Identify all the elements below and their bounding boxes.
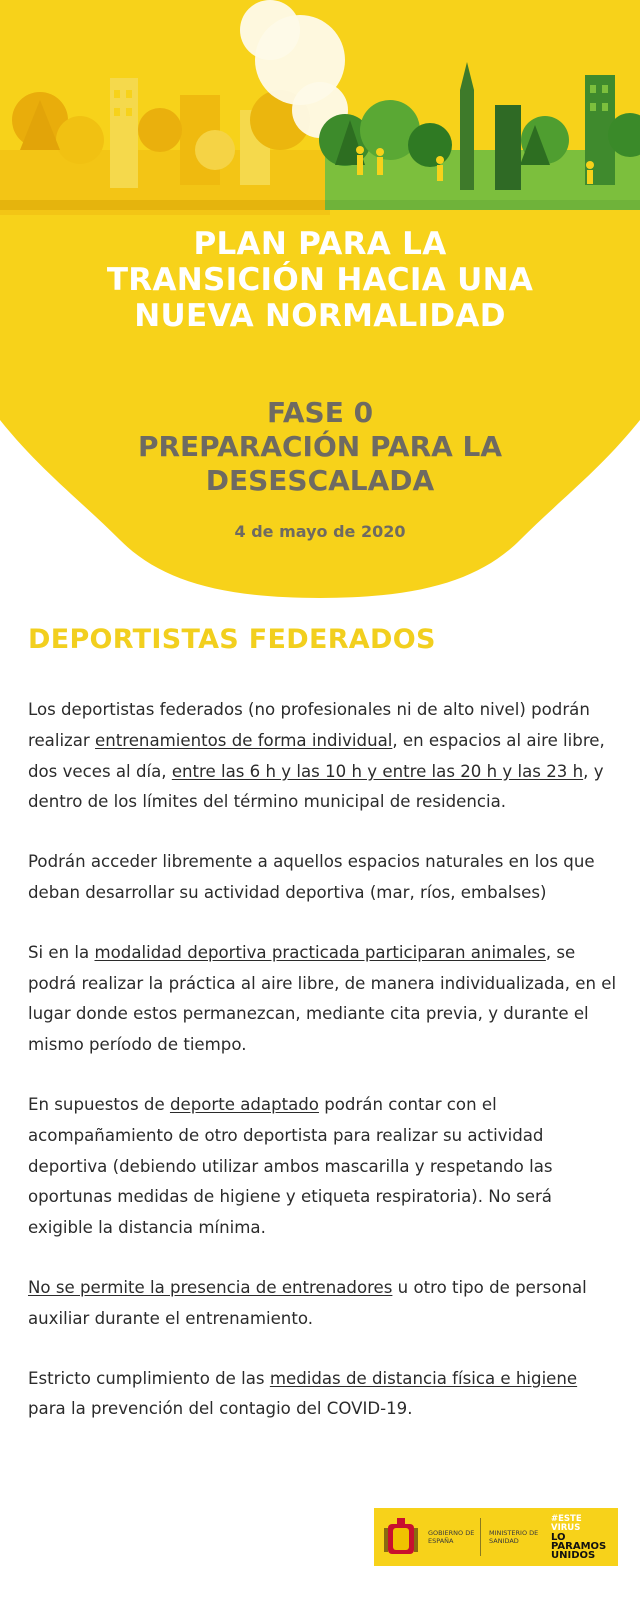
title-line: NUEVA NORMALIDAD xyxy=(134,298,506,334)
slogan-line: PARAMOS xyxy=(551,1540,607,1552)
text-run: Podrán acceder libremente a aquellos espacios naturales en los que deban desarrollar su actividad deportiva (mar, ríos, embalses) xyxy=(28,852,595,902)
hashtag-line: VIRUS xyxy=(551,1522,581,1533)
underlined-text: modalidad deportiva practicada participaran animales xyxy=(94,942,546,962)
header-banner xyxy=(0,0,640,600)
paragraph xyxy=(28,847,618,909)
phase-line: DESESCALADA xyxy=(205,464,435,497)
text-run: u otro tipo de personal auxiliar durante el entrenamiento. xyxy=(28,1277,587,1328)
text-run: , en espacios al aire libre, dos veces al día, xyxy=(28,730,605,781)
title-line: PLAN PARA LA xyxy=(193,226,447,262)
content-body xyxy=(28,695,618,1454)
ministerio-label: MINISTERIO DE SANIDAD xyxy=(489,1529,539,1545)
text-run: Si en la xyxy=(28,942,95,962)
phase-heading xyxy=(0,396,640,498)
text-run: , se podrá realizar la práctica al aire libre, de manera individualizada, en el lugar donde estos permanezcan, mediante cita previa, y durante el mismo período de tiempo. xyxy=(28,942,617,1055)
title-line: TRANSICIÓN HACIA UNA xyxy=(106,262,534,298)
section-title: DEPORTISTAS FEDERADOS xyxy=(28,624,436,655)
text-run: Estricto cumplimiento de las xyxy=(28,1368,270,1388)
text-run: podrán contar con el acompañamiento de otro deportista para realizar su actividad deportiva (debiendo utilizar ambos mascarilla y respetando las oportunas medidas de higiene y etiqueta respiratoria). No será exigible la distancia mínima. xyxy=(28,1094,553,1238)
divider xyxy=(480,1518,481,1556)
paragraph xyxy=(28,1090,618,1244)
gobierno-label: GOBIERNO DE ESPAÑA xyxy=(428,1529,475,1545)
coat-of-arms-icon xyxy=(382,1514,420,1560)
paragraph xyxy=(28,938,618,1061)
campaign-slogan xyxy=(551,1515,606,1560)
publication-date: 4 de mayo de 2020 xyxy=(234,522,406,541)
text-run: , y dentro de los límites del término municipal de residencia. xyxy=(28,761,604,812)
phase-line: FASE 0 xyxy=(266,396,374,429)
footer-logos xyxy=(374,1508,618,1566)
paragraph xyxy=(28,695,618,818)
paragraph xyxy=(28,1364,618,1426)
paragraph xyxy=(28,1273,618,1335)
slogan-line: UNIDOS xyxy=(551,1549,596,1561)
text-run: Los deportistas federados (no profesionales ni de alto nivel) podrán realizar xyxy=(28,700,590,750)
phase-line: PREPARACIÓN PARA LA xyxy=(137,430,503,463)
text-run: para la prevención del contagio del COVID-19. xyxy=(28,1399,413,1419)
underlined-text: No se permite la presencia de entrenadores xyxy=(28,1277,393,1297)
hashtag-line: #ESTE xyxy=(551,1513,582,1524)
underlined-text: deporte adaptado xyxy=(169,1094,319,1114)
underlined-text: medidas de distancia física e higiene xyxy=(269,1368,578,1388)
underlined-text: entre las 6 h y las 10 h y entre las 20 h y las 23 h xyxy=(171,761,584,781)
text-run: En supuestos de xyxy=(28,1094,170,1114)
underlined-text: entrenamientos de forma individual xyxy=(95,730,393,750)
plan-title xyxy=(0,226,640,334)
slogan-line: LO xyxy=(551,1531,566,1543)
